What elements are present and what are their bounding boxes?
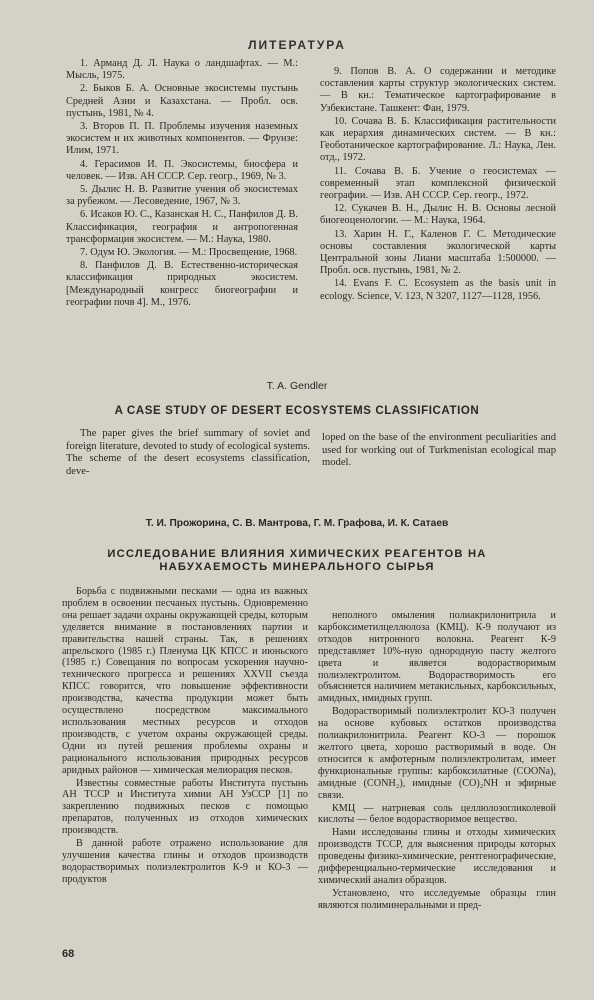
english-author: T. A. Gendler: [266, 380, 328, 392]
russian-title: ИССЛЕДОВАНИЕ ВЛИЯНИЯ ХИМИЧЕСКИХ РЕАГЕНТОВ НА НАБУХАЕМОСТЬ МИНЕРАЛЬНОГО СЫРЬЯ: [107, 548, 487, 573]
article-paragraph: В данной работе отражено использование для улучшения качества глины и отходов производств водорастворимых полиэлектролитов К-9 и КО-3 — продуктов: [62, 838, 308, 885]
reference-item: 12. Сукачев В. Н., Дылис Н. В. Основы лесной биогеоценологии. — М.: Наука, 1964.: [320, 203, 556, 227]
reference-item: 4. Герасимов И. П. Экосистемы, биосфера и человек. — Изв. АН СССР. Сер. геогр., 1969, № 3.: [66, 158, 298, 182]
russian-authors: Т. И. Прожорина, С. В. Мантрова, Г. М. Графова, И. К. Сатаев: [145, 518, 449, 529]
reference-item: 9. Попов В. А. О содержании и методике составления карты структур экологических систем. — В кн.: Тематическое картографирование в Узбекистане. Ташкент: Фан, 1979.: [320, 66, 556, 114]
reference-item: 8. Панфилов Д. В. Естественно-историческая классификация природных экосистем. [Международный конгресс биогеографии и географии почв 4]. М., 1976.: [66, 260, 298, 308]
reference-item: 1. Арманд Д. Л. Наука о ландшафтах. — М.: Мысль, 1975.: [66, 58, 298, 82]
reference-item: 3. Второв П. П. Проблемы изучения наземных экосистем и их животных компонентов. — Фрунзе: Илим, 1971.: [66, 121, 298, 157]
article-paragraph: неполного омыления полиакрилонитрила и карбоксиметилцеллюлоза (КМЦ). К-9 получают из отходов нитронного волокна. Реагент К-9 представляет 10%-ную однородную пасту желтого цвета и является водорастворимым полиэлектролитом. Водорастворимость его объясняется наличием метакисльных, карбоксильных, амидных, имидных групп.: [318, 610, 556, 705]
references-left-column: [66, 58, 298, 310]
reference-item: 6. Исаков Ю. С., Казанская Н. С., Панфилов Д. В. Классификация, география и антропогенная трансформация экосистем. — М.: Наука, 1980.: [66, 209, 298, 245]
article-left-column: [62, 586, 308, 887]
reference-item: 5. Дылис Н. В. Развитие учения об экосистемах за рубежом. — Лесоведение, 1967, № 3.: [66, 184, 298, 208]
reference-item: 10. Сочава В. Б. Классификация растительности как иерархия динамических систем. — В кн.: Геоботаническое картографирование. Л.: Наука, Лен. отд., 1972.: [320, 115, 556, 164]
article-paragraph: Известны совместные работы Института пустынь АН ТССР и Института химии АН УзССР [1] по закреплению подвижных песков с помощью препаратов, полученных из отходов химических производств.: [62, 777, 308, 837]
reference-item: 2. Быков Б. А. Основные экосистемы пустынь Средней Азии и Казахстана. — Пробл. осв. пустынь, 1981, № 4.: [66, 83, 298, 119]
article-paragraph: КМЦ — натриевая соль целлюлозогликолевой кислоты — белое водорастворимое вещество.: [318, 802, 556, 826]
article-right-column: [318, 610, 556, 913]
abstract-left-column: [66, 428, 310, 479]
abstract-right-column: [322, 432, 556, 471]
reference-item: 13. Харин Н. Г., Каленов Г. С. Методические основы составления экологической карты Центральной зоны Лиани масштаба 1:500000. — Пробл. осв. пустынь, 1981, № 2.: [320, 228, 556, 277]
reference-item: 11. Сочава В. Б. Учение о геосистемах — современный этап комплексной физической географии. — Изв. АН СССР. Сер. геогр., 1972.: [320, 165, 556, 202]
abstract-text: The paper gives the brief summary of soviet and foreign literature, devoted to study of ecological systems. The scheme of the desert ecosystems classification, deve-: [66, 428, 310, 477]
page-number: 68: [62, 948, 75, 960]
references-right-column: [320, 66, 556, 304]
reference-item: 7. Одум Ю. Экология. — М.: Просвещение, 1968.: [80, 247, 298, 259]
article-paragraph: Установлено, что исследуемые образцы глин являются полиминеральными и пред-: [318, 887, 556, 911]
article-paragraph: Нами исследованы глины и отходы химических производств ТССР, для выяснения природы которых проведены физико-химические, рентгенографические, дифференциально-термические исследования и химический анализ образцов.: [318, 827, 556, 886]
english-title: A CASE STUDY OF DESERT ECOSYSTEMS CLASSIFICATION: [114, 405, 480, 417]
article-paragraph: Водорастворимый полиэлектролит КО-3 получен на основе кубовых остатков производства полиакрилонитрила. Реагент КО-3 — порошок желтого цвета, хорошо растворимый в воде. Он относится к амфотерным полиэлектролитам, имеет функциональные группы: карбоксилатные (COONa), амидные (CONH₂), имидные (CO)₂NH и эфирные связи.: [318, 706, 556, 801]
article-paragraph: Борьба с подвижными песками — одна из важных проблем в освоении песчаных пустынь. Одновременно она решает задачи охраны окружающей среды, которым уделяется внимание в постановлениях партии и правительства нашей страны. Так, в решениях апрельского (1985 г.) Пленума ЦК КПСС и июньского (1985 г.) Совещания по вопросам ускорения научно-технического прогресса и решениях XXVII съезда КПСС говорится, что повышение эффективности производства, качества продукции может быть осуществлено посредством максимального использования местных ресурсов и отходов производств, с учетом охраны окружающей среды. Одни из путей решения проблемы охраны и рационального использования природных ресурсов аридных районов — химическая мелиорация песков.: [62, 586, 308, 776]
references-heading: ЛИТЕРАТУРА: [248, 38, 346, 52]
abstract-text: loped on the base of the environment peculiarities and used for working out of Turkmenistan ecological map model.: [322, 432, 556, 468]
reference-item: 14. Evans F. C. Ecosystem as the basis unit in ecology. Science, V. 123, N 3207, 1127—1128, 1956.: [320, 278, 556, 302]
